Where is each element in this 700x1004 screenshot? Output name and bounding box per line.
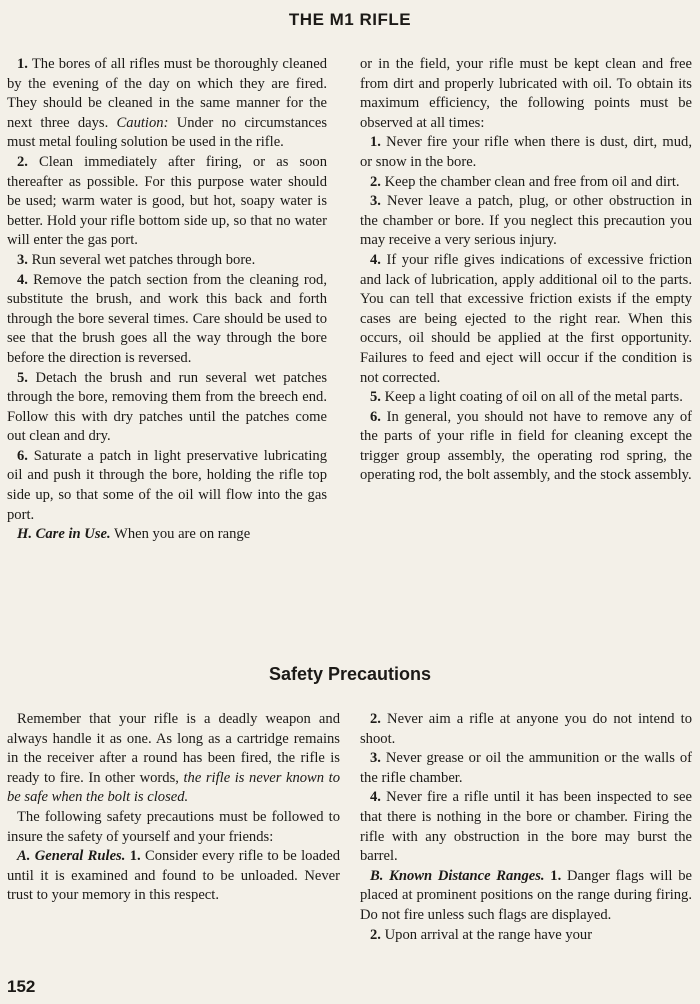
paragraph [360, 133, 692, 172]
paragraph [360, 749, 692, 788]
top-right-column [360, 55, 692, 486]
item-number: 2. [370, 173, 381, 190]
paragraph [7, 525, 327, 545]
emphasis-text: the rifle is never known to be safe when the bolt is closed. [7, 769, 340, 806]
caution-label: Caution: [116, 114, 169, 131]
paragraph-text: Consider every rifle to be loaded until it is examined and found to be unloaded. Never trust to your memory in this respect. [7, 848, 340, 904]
paragraph-text: In general, you should not have to remove any of the parts of your rifle in field for cleaning except the trigger group assembly, the operating rod spring, the operating rod, the bolt assembly, and the stock assembly. [360, 408, 692, 484]
paragraph-text: When you are on range [110, 526, 251, 543]
section-heading: Safety Precautions [268, 664, 432, 684]
paragraph-text: Detach the brush and run several wet patches through the bore, removing them from the breech end. Follow this with dry patches until the patches come out clean and dry. [7, 369, 327, 445]
item-number: 5. [17, 369, 28, 386]
paragraph: The following safety precautions must be followed to insure the safety of yourself and your friends: [7, 808, 340, 845]
paragraph-text: Upon arrival at the range have your [380, 926, 593, 943]
paragraph [360, 788, 692, 866]
item-number: 5. [370, 389, 381, 406]
paragraph [360, 867, 692, 926]
paragraph [360, 251, 692, 388]
item-number: 4. [17, 271, 28, 288]
paragraph-text: Never leave a patch, plug, or other obstruction in the chamber or bore. If you neglect this precaution you may receive a very serious injury. [360, 193, 692, 249]
top-left-column [7, 55, 327, 545]
item-number: 6. [17, 447, 28, 464]
item-number: 4. [370, 251, 381, 268]
subsection-label: B. Known Distance Ranges. [370, 867, 545, 884]
paragraph [7, 847, 340, 906]
paragraph-text: Remove the patch section from the cleaning rod, substitute the brush, and work this back and forth through the bore several times. Care should be used to see that the brush goes all the way through the bore before the direction is reversed. [7, 271, 327, 366]
paragraph [7, 369, 327, 447]
paragraph [360, 710, 692, 749]
paragraph-text: Never aim a rifle at anyone you do not intend to shoot. [360, 711, 692, 747]
paragraph [7, 55, 327, 153]
paragraph-text: Keep the chamber clean and free from oil and dirt. [380, 173, 680, 190]
paragraph-text: Clean immediately after firing, or as soon thereafter as possible. For this purpose water should be used; warm water is good, but hot, soapy water is better. Hold your rifle bottom side up, so that no water will enter the gas port. [7, 153, 327, 249]
paragraph [7, 710, 340, 808]
paragraph-text: Keep a light coating of oil on all of the metal parts. [380, 389, 683, 406]
paragraph [360, 388, 692, 408]
paragraph-text: If your rifle gives indications of excessive friction and lack of lubrication, apply additional oil to the parts. You can tell that excessive friction exists if the empty cases are being ejected to the right rear. When this occurs, oil should be applied at the first opportunity. Failures to feed and eject will occur if the condition is not corrected. [360, 251, 692, 386]
item-number: 3. [17, 251, 28, 268]
item-number: 3. [370, 193, 381, 210]
bottom-right-column [360, 710, 692, 945]
item-number: 1. [370, 134, 381, 151]
paragraph-text: The bores of all rifles must be thoroughly cleaned by the evening of the day on which they are fired. They should be cleaned in the same manner for the next three days. [7, 56, 327, 131]
paragraph-text: Remember that your rifle is a deadly weapon and always handle it as one. As long as a cartridge remains in the receiver after a round has been fired, the rifle is ready to fire. In other words, [7, 711, 340, 786]
paragraph-text: Never fire a rifle until it has been inspected to see that there is nothing in the bore or chamber. Firing the rifle with any obstruction in the bore may burst the barrel. [360, 789, 692, 865]
paragraph [7, 153, 327, 251]
paragraph-text: Never fire your rifle when there is dust, dirt, mud, or snow in the bore. [360, 134, 692, 170]
paragraph-text: Never grease or oil the ammunition or the walls of the rifle chamber. [360, 750, 692, 786]
subsection-label: H. Care in Use. [17, 526, 111, 543]
running-head: THE M1 RIFLE [288, 10, 412, 29]
paragraph-text: Saturate a patch in light preservative lubricating oil and push it through the bore, holding the rifle top side up, so that some of the oil will flow into the gas port. [7, 447, 327, 523]
paragraph [360, 408, 692, 486]
paragraph [7, 271, 327, 369]
item-number: 2. [370, 711, 381, 727]
bottom-left-column [7, 710, 340, 906]
page-number: 152 [7, 977, 36, 996]
paragraph-text: Under no circumstances must metal fouling solution be used in the rifle. [7, 114, 328, 151]
paragraph [7, 251, 327, 271]
item-number: 2. [370, 926, 381, 943]
item-number: 1. [544, 867, 562, 884]
subsection-label: A. General Rules. [17, 848, 126, 865]
item-number: 3. [370, 750, 381, 767]
paragraph [360, 173, 692, 193]
paragraph-text: Run several wet patches through bore. [27, 251, 256, 268]
paragraph-text: Danger flags will be placed at prominent positions on the range during firing. Do not fire unless such flags are displayed. [360, 867, 692, 923]
paragraph [360, 192, 692, 251]
item-number: 4. [370, 789, 381, 806]
item-number: 1. [125, 848, 141, 865]
paragraph [360, 926, 692, 946]
paragraph: or in the field, your rifle must be kept clean and free from dirt and properly lubricated with oil. To obtain its maximum efficiency, the following points must be observed at all times: [360, 56, 692, 131]
item-number: 2. [17, 153, 28, 170]
item-number: 1. [17, 56, 28, 72]
item-number: 6. [370, 408, 381, 425]
paragraph [7, 447, 327, 525]
